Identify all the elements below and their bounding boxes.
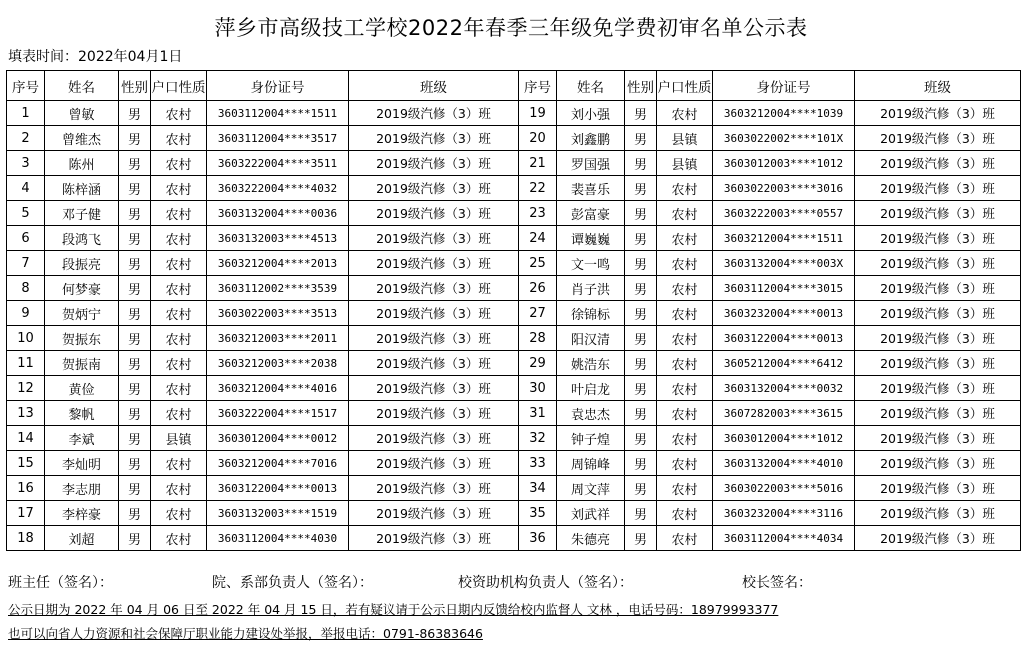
cell-seq: 36 [519, 526, 557, 551]
cell-seq: 32 [519, 426, 557, 451]
cell-class: 2019级汽修（3）班 [855, 326, 1021, 351]
cell-id-number: 3603012004****0012 [207, 426, 349, 451]
header-name: 姓名 [557, 71, 625, 101]
cell-gender: 男 [119, 126, 151, 151]
cell-id-number: 3603232004****3116 [713, 501, 855, 526]
cell-name: 刘小强 [557, 101, 625, 126]
cell-seq: 17 [7, 501, 45, 526]
cell-gender: 男 [119, 476, 151, 501]
cell-class: 2019级汽修（3）班 [349, 201, 519, 226]
cell-id-number: 3603022002****101X [713, 126, 855, 151]
header-class: 班级 [349, 71, 519, 101]
page-title: 萍乡市高级技工学校2022年春季三年级免学费初审名单公示表 [214, 16, 808, 40]
cell-gender: 男 [119, 176, 151, 201]
cell-name: 邓子健 [45, 201, 119, 226]
cell-id-number: 3603222004****1517 [207, 401, 349, 426]
cell-seq: 14 [7, 426, 45, 451]
cell-household: 农村 [151, 376, 207, 401]
cell-household: 农村 [657, 176, 713, 201]
cell-class: 2019级汽修（3）班 [855, 376, 1021, 401]
cell-name: 罗国强 [557, 151, 625, 176]
cell-household: 农村 [151, 151, 207, 176]
cell-class: 2019级汽修（3）班 [349, 176, 519, 201]
cell-id-number: 3603212003****2011 [207, 326, 349, 351]
cell-class: 2019级汽修（3）班 [855, 126, 1021, 151]
cell-id-number: 3603132003****4513 [207, 226, 349, 251]
header-class: 班级 [855, 71, 1021, 101]
cell-name: 曾维杰 [45, 126, 119, 151]
header-gender: 性别 [625, 71, 657, 101]
cell-household: 农村 [151, 451, 207, 476]
cell-gender: 男 [119, 151, 151, 176]
cell-name: 姚浩东 [557, 351, 625, 376]
cell-class: 2019级汽修（3）班 [349, 226, 519, 251]
cell-gender: 男 [119, 376, 151, 401]
cell-class: 2019级汽修（3）班 [349, 276, 519, 301]
cell-gender: 男 [625, 226, 657, 251]
cell-id-number: 3603112004****3015 [713, 276, 855, 301]
cell-class: 2019级汽修（3）班 [855, 526, 1021, 551]
cell-gender: 男 [119, 401, 151, 426]
cell-id-number: 3603222004****4032 [207, 176, 349, 201]
table-row [7, 151, 1021, 176]
cell-household: 农村 [657, 201, 713, 226]
cell-household: 农村 [657, 451, 713, 476]
cell-household: 农村 [151, 401, 207, 426]
cell-household: 农村 [151, 201, 207, 226]
cell-gender: 男 [119, 301, 151, 326]
cell-gender: 男 [625, 501, 657, 526]
cell-gender: 男 [625, 151, 657, 176]
cell-seq: 27 [519, 301, 557, 326]
table-row [7, 426, 1021, 451]
cell-id-number: 3603112004****4030 [207, 526, 349, 551]
cell-name: 周文萍 [557, 476, 625, 501]
cell-seq: 24 [519, 226, 557, 251]
cell-seq: 21 [519, 151, 557, 176]
cell-class: 2019级汽修（3）班 [855, 401, 1021, 426]
cell-name: 贺炳宁 [45, 301, 119, 326]
cell-id-number: 3603112004****1511 [207, 101, 349, 126]
table-row [7, 276, 1021, 301]
cell-class: 2019级汽修（3）班 [855, 476, 1021, 501]
cell-id-number: 3603112004****4034 [713, 526, 855, 551]
cell-id-number: 3603022003****3513 [207, 301, 349, 326]
cell-household: 县镇 [657, 126, 713, 151]
cell-name: 李梓豪 [45, 501, 119, 526]
cell-gender: 男 [625, 526, 657, 551]
cell-class: 2019级汽修（3）班 [855, 351, 1021, 376]
cell-seq: 13 [7, 401, 45, 426]
cell-household: 农村 [151, 101, 207, 126]
cell-id-number: 3603212003****2038 [207, 351, 349, 376]
cell-seq: 5 [7, 201, 45, 226]
cell-household: 农村 [151, 276, 207, 301]
cell-household: 农村 [657, 251, 713, 276]
cell-seq: 9 [7, 301, 45, 326]
cell-id-number: 3603132004****0036 [207, 201, 349, 226]
cell-name: 阳汉清 [557, 326, 625, 351]
table-row [7, 351, 1021, 376]
cell-class: 2019级汽修（3）班 [349, 151, 519, 176]
cell-class: 2019级汽修（3）班 [855, 451, 1021, 476]
cell-household: 农村 [151, 526, 207, 551]
cell-name: 文一鸣 [557, 251, 625, 276]
cell-class: 2019级汽修（3）班 [349, 526, 519, 551]
cell-gender: 男 [625, 176, 657, 201]
cell-seq: 15 [7, 451, 45, 476]
cell-gender: 男 [119, 326, 151, 351]
table-row [7, 451, 1021, 476]
cell-id-number: 3603212004****1039 [713, 101, 855, 126]
cell-name: 李斌 [45, 426, 119, 451]
cell-seq: 26 [519, 276, 557, 301]
cell-name: 贺振东 [45, 326, 119, 351]
cell-gender: 男 [625, 101, 657, 126]
cell-household: 农村 [151, 176, 207, 201]
cell-id-number: 3603212004****1511 [713, 226, 855, 251]
cell-seq: 1 [7, 101, 45, 126]
cell-id-number: 3603222004****3511 [207, 151, 349, 176]
cell-name: 李志朋 [45, 476, 119, 501]
header-row [7, 71, 1021, 101]
cell-gender: 男 [119, 276, 151, 301]
cell-class: 2019级汽修（3）班 [349, 451, 519, 476]
cell-gender: 男 [625, 426, 657, 451]
cell-name: 李灿明 [45, 451, 119, 476]
cell-household: 农村 [657, 101, 713, 126]
cell-class: 2019级汽修（3）班 [349, 326, 519, 351]
cell-gender: 男 [625, 326, 657, 351]
cell-gender: 男 [119, 426, 151, 451]
cell-seq: 7 [7, 251, 45, 276]
cell-id-number: 3603222003****0557 [713, 201, 855, 226]
cell-name: 刘超 [45, 526, 119, 551]
cell-household: 农村 [657, 276, 713, 301]
cell-seq: 18 [7, 526, 45, 551]
table-row [7, 301, 1021, 326]
cell-name: 贺振南 [45, 351, 119, 376]
cell-household: 农村 [657, 476, 713, 501]
table-row [7, 126, 1021, 151]
cell-household: 县镇 [657, 151, 713, 176]
cell-class: 2019级汽修（3）班 [349, 401, 519, 426]
cell-seq: 6 [7, 226, 45, 251]
cell-name: 段鸿飞 [45, 226, 119, 251]
cell-seq: 11 [7, 351, 45, 376]
cell-gender: 男 [625, 126, 657, 151]
header-name: 姓名 [45, 71, 119, 101]
cell-household: 农村 [151, 351, 207, 376]
cell-seq: 22 [519, 176, 557, 201]
cell-seq: 23 [519, 201, 557, 226]
class-teacher-signature: 班主任（签名）： [8, 575, 113, 591]
cell-id-number: 3603122004****0013 [713, 326, 855, 351]
header-household: 户口性质 [151, 71, 207, 101]
cell-id-number: 3603132004****4010 [713, 451, 855, 476]
cell-seq: 30 [519, 376, 557, 401]
cell-gender: 男 [119, 226, 151, 251]
header-seq: 序号 [7, 71, 45, 101]
cell-id-number: 3603022003****5016 [713, 476, 855, 501]
cell-seq: 31 [519, 401, 557, 426]
cell-name: 陈梓涵 [45, 176, 119, 201]
cell-gender: 男 [119, 351, 151, 376]
cell-class: 2019级汽修（3）班 [855, 176, 1021, 201]
cell-class: 2019级汽修（3）班 [349, 251, 519, 276]
cell-name: 叶启龙 [557, 376, 625, 401]
cell-name: 陈州 [45, 151, 119, 176]
cell-household: 农村 [657, 501, 713, 526]
cell-gender: 男 [119, 501, 151, 526]
cell-seq: 19 [519, 101, 557, 126]
cell-id-number: 3603132004****003X [713, 251, 855, 276]
cell-seq: 4 [7, 176, 45, 201]
table-row [7, 376, 1021, 401]
cell-name: 徐锦标 [557, 301, 625, 326]
cell-name: 周锦峰 [557, 451, 625, 476]
cell-id-number: 3603132003****1519 [207, 501, 349, 526]
cell-name: 黎帆 [45, 401, 119, 426]
cell-id-number: 3603112004****3517 [207, 126, 349, 151]
cell-gender: 男 [625, 251, 657, 276]
cell-id-number: 3603232004****0013 [713, 301, 855, 326]
cell-household: 农村 [657, 326, 713, 351]
cell-household: 农村 [151, 301, 207, 326]
cell-class: 2019级汽修（3）班 [349, 301, 519, 326]
cell-class: 2019级汽修（3）班 [855, 501, 1021, 526]
table-row [7, 501, 1021, 526]
cell-household: 农村 [657, 351, 713, 376]
table-row [7, 176, 1021, 201]
cell-name: 朱德亮 [557, 526, 625, 551]
cell-name: 钟子煌 [557, 426, 625, 451]
cell-class: 2019级汽修（3）班 [855, 226, 1021, 251]
cell-seq: 2 [7, 126, 45, 151]
cell-gender: 男 [119, 251, 151, 276]
principal-signature: 校长签名： [742, 575, 812, 591]
cell-household: 农村 [151, 251, 207, 276]
table-row [7, 401, 1021, 426]
cell-gender: 男 [625, 401, 657, 426]
cell-household: 农村 [151, 126, 207, 151]
cell-class: 2019级汽修（3）班 [349, 101, 519, 126]
table-row [7, 326, 1021, 351]
cell-name: 袁忠杰 [557, 401, 625, 426]
cell-seq: 20 [519, 126, 557, 151]
cell-seq: 8 [7, 276, 45, 301]
cell-name: 黄俭 [45, 376, 119, 401]
cell-gender: 男 [625, 476, 657, 501]
fill-date: 填表时间：2022年04月1日 [8, 49, 183, 65]
cell-name: 刘鑫鹏 [557, 126, 625, 151]
cell-class: 2019级汽修（3）班 [855, 426, 1021, 451]
cell-gender: 男 [625, 376, 657, 401]
cell-name: 彭富豪 [557, 201, 625, 226]
header-gender: 性别 [119, 71, 151, 101]
cell-class: 2019级汽修（3）班 [855, 276, 1021, 301]
cell-household: 农村 [151, 501, 207, 526]
cell-gender: 男 [119, 526, 151, 551]
cell-id-number: 3603122004****0013 [207, 476, 349, 501]
cell-class: 2019级汽修（3）班 [855, 301, 1021, 326]
cell-class: 2019级汽修（3）班 [855, 151, 1021, 176]
cell-household: 农村 [657, 401, 713, 426]
cell-gender: 男 [119, 101, 151, 126]
roster-table [6, 70, 1021, 551]
cell-household: 农村 [151, 326, 207, 351]
department-head-signature: 院、系部负责人（签名）： [212, 575, 373, 591]
notice-line-1: 公示日期为 2022 年 04 月 06 日至 2022 年 04 月 15 日，若有疑议请于公示日期内反馈给校内监督人 文林 ，电话号码：18979993377 [8, 602, 779, 617]
table-row [7, 101, 1021, 126]
cell-seq: 10 [7, 326, 45, 351]
cell-gender: 男 [625, 301, 657, 326]
cell-gender: 男 [625, 201, 657, 226]
cell-class: 2019级汽修（3）班 [349, 351, 519, 376]
header-household: 户口性质 [657, 71, 713, 101]
cell-id-number: 3607282003****3615 [713, 401, 855, 426]
cell-name: 何梦豪 [45, 276, 119, 301]
cell-id-number: 3603132004****0032 [713, 376, 855, 401]
cell-id-number: 3605212004****6412 [713, 351, 855, 376]
table-row [7, 526, 1021, 551]
cell-name: 曾敏 [45, 101, 119, 126]
table-row [7, 226, 1021, 251]
cell-id-number: 3603012003****1012 [713, 151, 855, 176]
cell-seq: 3 [7, 151, 45, 176]
cell-id-number: 3603012004****1012 [713, 426, 855, 451]
notice-line-2: 也可以向省人力资源和社会保障厅职业能力建设处举报，举报电话：0791-86383646 [8, 626, 483, 641]
aid-office-head-signature: 校资助机构负责人（签名）： [458, 575, 633, 591]
cell-seq: 35 [519, 501, 557, 526]
cell-class: 2019级汽修（3）班 [855, 101, 1021, 126]
cell-seq: 28 [519, 326, 557, 351]
cell-gender: 男 [119, 201, 151, 226]
cell-id-number: 3603212004****4016 [207, 376, 349, 401]
cell-household: 县镇 [151, 426, 207, 451]
cell-seq: 34 [519, 476, 557, 501]
cell-household: 农村 [657, 376, 713, 401]
cell-household: 农村 [657, 526, 713, 551]
cell-gender: 男 [119, 451, 151, 476]
cell-household: 农村 [657, 226, 713, 251]
cell-household: 农村 [657, 301, 713, 326]
cell-household: 农村 [151, 476, 207, 501]
header-id-number: 身份证号 [207, 71, 349, 101]
cell-seq: 12 [7, 376, 45, 401]
cell-name: 肖子洪 [557, 276, 625, 301]
cell-class: 2019级汽修（3）班 [349, 476, 519, 501]
cell-name: 刘武祥 [557, 501, 625, 526]
cell-seq: 25 [519, 251, 557, 276]
cell-id-number: 3603022003****3016 [713, 176, 855, 201]
cell-class: 2019级汽修（3）班 [855, 251, 1021, 276]
cell-gender: 男 [625, 351, 657, 376]
cell-name: 谭巍巍 [557, 226, 625, 251]
cell-gender: 男 [625, 276, 657, 301]
cell-seq: 29 [519, 351, 557, 376]
cell-id-number: 3603212004****2013 [207, 251, 349, 276]
table-row [7, 251, 1021, 276]
cell-id-number: 3603212004****7016 [207, 451, 349, 476]
cell-seq: 33 [519, 451, 557, 476]
cell-name: 裴喜乐 [557, 176, 625, 201]
cell-id-number: 3603112002****3539 [207, 276, 349, 301]
cell-class: 2019级汽修（3）班 [855, 201, 1021, 226]
cell-gender: 男 [625, 451, 657, 476]
cell-household: 农村 [151, 226, 207, 251]
cell-class: 2019级汽修（3）班 [349, 501, 519, 526]
cell-class: 2019级汽修（3）班 [349, 126, 519, 151]
table-row [7, 476, 1021, 501]
cell-seq: 16 [7, 476, 45, 501]
cell-class: 2019级汽修（3）班 [349, 426, 519, 451]
cell-name: 段振亮 [45, 251, 119, 276]
cell-household: 农村 [657, 426, 713, 451]
table-row [7, 201, 1021, 226]
cell-class: 2019级汽修（3）班 [349, 376, 519, 401]
header-seq: 序号 [519, 71, 557, 101]
header-id-number: 身份证号 [713, 71, 855, 101]
